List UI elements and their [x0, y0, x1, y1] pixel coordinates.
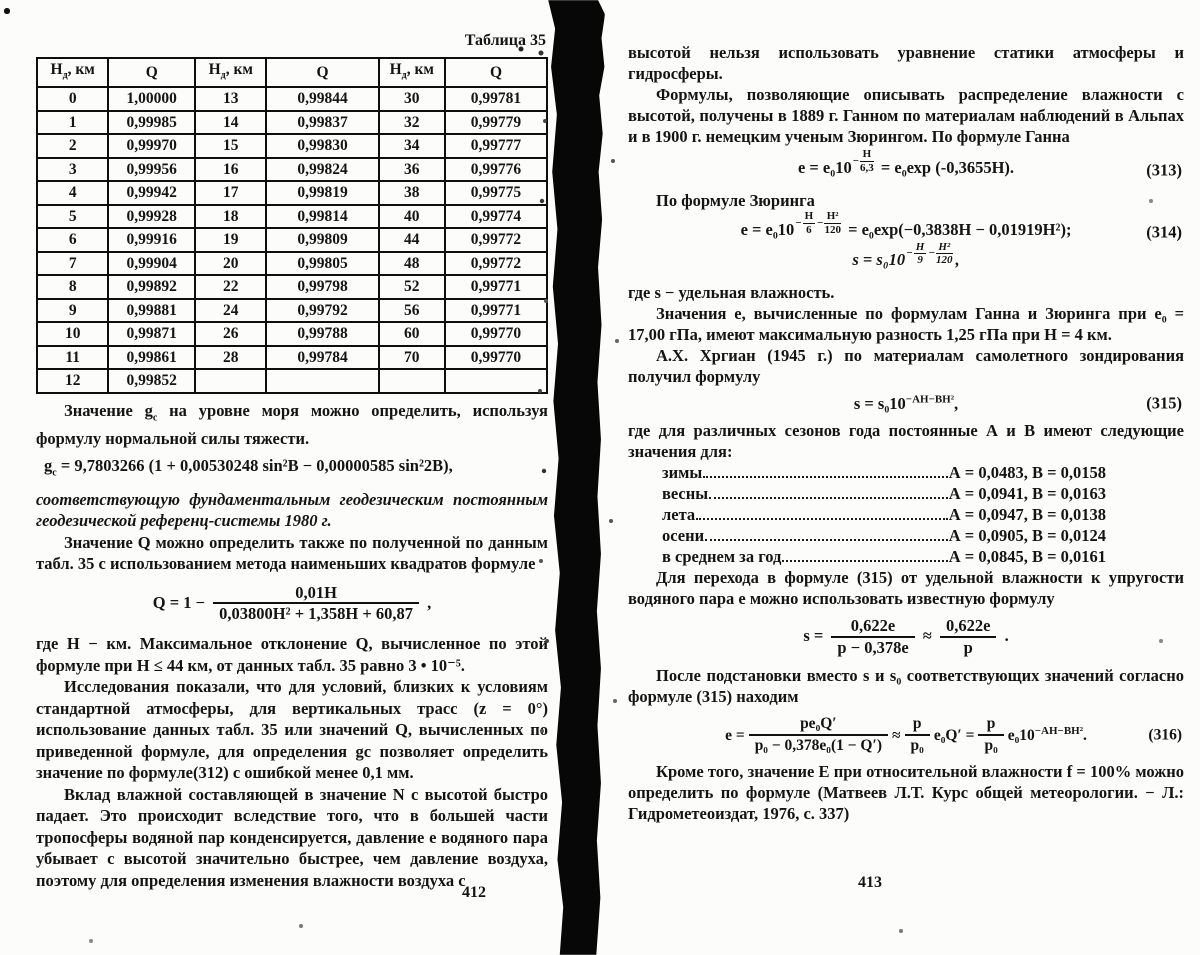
paragraph-q-deviation: где Н − км. Максимальное отклонение Q, вычисленное по этой формуле при Н ≤ 44 км, от данных табл. 35 равно 3 • 10⁻⁵.: [36, 634, 548, 675]
formula-314: е = е₀10 − Н 6 − Н² 120 = е₀ехр(−0,3838Н − 0,01919Н²); (314): [740, 210, 1182, 242]
table-row: [37, 252, 547, 276]
table-cell: 36: [379, 158, 445, 182]
right-page: [628, 42, 1184, 824]
table-cell: 0,99881: [108, 299, 195, 323]
q-table-body: [37, 87, 547, 393]
equation-number: (314): [1146, 222, 1182, 242]
table-cell: 22: [195, 275, 266, 299]
table-cell: 0,99772: [445, 252, 547, 276]
exponent-fraction: − Н 6 − Н² 120: [795, 210, 841, 236]
table-cell: 1,00000: [108, 87, 195, 111]
table-cell: 0,99775: [445, 181, 547, 205]
table-cell: 0,99970: [108, 134, 195, 158]
page-number-left: 412: [462, 884, 486, 901]
formula-314b: s = s₀10 − Н 9 − Н² 120 ,: [852, 240, 960, 270]
table-cell: 18: [195, 205, 266, 229]
col-header-q3: Q: [445, 58, 547, 88]
book-gutter-shadow: [547, 0, 605, 955]
table-cell: [379, 369, 445, 393]
table-cell: 26: [195, 322, 266, 346]
table-row: [37, 205, 547, 229]
table-cell: 0,99814: [266, 205, 378, 229]
fraction: $\frac{0,01Н}{\text{0,03800Н² + 1,358Н + 60,87}}$: [213, 583, 419, 625]
paragraph-wet-component: Вклад влажной составляющей в значение N с высотой быстро падает. Это происходит вследствие того, что в большей части тропосферы водяной пар конденсируется, давление е водяного пара убывает с высотой значительно быстрее, чем давление воздуха, поэтому для определения изменения влажности воздуха с: [36, 784, 548, 890]
table-cell: 0,99956: [108, 158, 195, 182]
dot-leader: [782, 560, 947, 562]
table-cell: 0,99861: [108, 346, 195, 370]
scan-noise-specks: [0, 0, 2, 2]
table-cell: 28: [195, 346, 266, 370]
table-cell: 0,99779: [445, 111, 547, 135]
fraction: $\frac{0,622е}{р - 0,378е}$: [831, 616, 914, 658]
table-cell: 0,99830: [266, 134, 378, 158]
paragraph-hann-suring: Формулы, позволяющие описывать распределение влажности с высотой, получены в 1889 г. Ганном по материалам наблюдений в Альпах и в 1900 г. немецким ученым Зюрингом. По формуле Ганна: [628, 85, 1184, 146]
paragraph-q-least-squares: Значение Q можно определить также по полученной по данным табл. 35 с использованием метода наименьших квадратов формуле: [36, 532, 548, 574]
season-row-annual: в среднем за год А = 0,0845, В = 0,0161: [662, 546, 1106, 566]
table-cell: 1: [37, 111, 108, 135]
table-cell: 8: [37, 275, 108, 299]
table-cell: 60: [379, 322, 445, 346]
table-cell: 48: [379, 252, 445, 276]
table-cell: 16: [195, 158, 266, 182]
table-cell: 52: [379, 275, 445, 299]
table-cell: 0,99788: [266, 322, 378, 346]
col-header-h3: $Н_д$, км: [379, 58, 445, 88]
exponent-fraction: − Н 9 − Н² 120: [906, 240, 953, 267]
paragraph-research: Исследования показали, что для условий, близких к условиям стандартной атмосферы, для вертикальных трасс (z = 0°) использование данных табл. 35 или значений Q, вычисленных по приведенной формуле, для определения gс позволяет определить значение по формуле(312) с ошибкой менее 0,1 мм.: [36, 677, 548, 783]
paragraph-specific-humidity: где s − удельная влажность.: [628, 282, 835, 302]
table-cell: 0,99904: [108, 252, 195, 276]
table-row: [37, 346, 547, 370]
paragraph-substitution: После подстановки вместо s и s₀ соответствующих значений согласно формуле (315) находим: [628, 666, 1184, 707]
table-row: [37, 134, 547, 158]
table-cell: 40: [379, 205, 445, 229]
fraction: $\frac{\text{ре₀Q′}}{\text{р₀ − 0,378е₀(1 − Q′)}}$: [749, 715, 888, 755]
dot-leader: [696, 518, 948, 520]
table-cell: 0,99770: [445, 346, 547, 370]
formula-gravity: $g_с = 9,7803266$ (1 + 0,00530248 sin²B − 0,00000585 sin²2B),: [44, 455, 453, 479]
table-cell: 24: [195, 299, 266, 323]
col-header-q2: Q: [266, 58, 378, 88]
paragraph-geodetic-system: соответствующую фундаментальным геодезическим постоянным геодезической референц-системы 1980 г.: [36, 489, 548, 531]
paragraph-khrgian: А.Х. Хргиан (1945 г.) по материалам самолетного зондирования получил формулу: [628, 345, 1184, 386]
table-cell: 0,99928: [108, 205, 195, 229]
table-cell: 38: [379, 181, 445, 205]
table-cell: 10: [37, 322, 108, 346]
fraction: $\frac{р}{\text{р₀}}$: [905, 715, 930, 755]
table-cell: 34: [379, 134, 445, 158]
table-cell: 0,99852: [108, 369, 195, 393]
table-cell: 3: [37, 158, 108, 182]
table-cell: [195, 369, 266, 393]
equation-number: (313): [1146, 160, 1182, 180]
paragraph-suring: По формуле Зюринга: [656, 190, 815, 210]
season-row-spring: весны А = 0,0941, В = 0,0163: [662, 483, 1106, 503]
table-cell: 0,99771: [445, 299, 547, 323]
season-row-winter: зимы А = 0,0483, В = 0,0158: [662, 462, 1106, 482]
fraction: $\frac{0,622е}{р}$: [940, 616, 996, 658]
table-cell: 0,99985: [108, 111, 195, 135]
table-cell: 7: [37, 252, 108, 276]
table-row: [37, 299, 547, 323]
table-cell: 0,99770: [445, 322, 547, 346]
table-cell: 17: [195, 181, 266, 205]
table-row: [37, 111, 547, 135]
paragraph-e-values: Значения е, вычисленные по формулам Ганна и Зюринга при е₀ = 17,00 гПа, имеют максимальную разность 1,25 гПа при Н = 4 км.: [628, 303, 1184, 344]
table-cell: 2: [37, 134, 108, 158]
table-cell: 44: [379, 228, 445, 252]
table-cell: 15: [195, 134, 266, 158]
paragraph-seasonal-constants: где для различных сезонов года постоянные А и В имеют следующие значения для:: [628, 420, 1184, 461]
table-cell: 0,99776: [445, 158, 547, 182]
table-cell: 4: [37, 181, 108, 205]
page-number-right: 413: [858, 874, 882, 891]
col-header-h2: $Н_д$, км: [195, 58, 266, 88]
table-row: [37, 369, 547, 393]
table-cell: 0,99781: [445, 87, 547, 111]
exponent-fraction: − Н 6,3: [852, 148, 874, 174]
table-cell: 0: [37, 87, 108, 111]
formula-s-conversion: s = $\frac{0,622е}{р - 0,378е}$ ≈ $\frac{0,622е}{р}$ .: [803, 615, 1009, 657]
table-caption: Таблица 35: [464, 32, 546, 49]
table-cell: 0,99792: [266, 299, 378, 323]
table-row: [37, 181, 547, 205]
formula-313: е = е₀10 − Н 6,3 = е₀ехр (-0,3655Н). (313): [797, 148, 1182, 180]
table-cell: [445, 369, 547, 393]
dot-leader: [709, 497, 948, 499]
dot-leader: [703, 476, 948, 478]
table-row: [37, 87, 547, 111]
table-cell: 30: [379, 87, 445, 111]
table-cell: 20: [195, 252, 266, 276]
table-cell: 0,99942: [108, 181, 195, 205]
left-page: [36, 30, 548, 891]
season-row-autumn: осени А = 0,0905, В = 0,0124: [662, 525, 1106, 545]
table-cell: 0,99871: [108, 322, 195, 346]
table-cell: 0,99774: [445, 205, 547, 229]
table-cell: 5: [37, 205, 108, 229]
paragraph-gravity: Значение $g_с$ на уровне моря можно определить, используя формулу нормальной силы тяжести.: [36, 400, 548, 449]
table-cell: 0,99892: [108, 275, 195, 299]
table-cell: 13: [195, 87, 266, 111]
formula-q: Q = 1 − $\frac{0,01Н}{\text{0,03800Н² + 1,358Н + 60,87}}$ ,: [152, 582, 432, 624]
table-cell: 0,99819: [266, 181, 378, 205]
table-cell: 0,99777: [445, 134, 547, 158]
seasons-list: [628, 462, 1184, 567]
table-row: [37, 275, 547, 299]
table-cell: 9: [37, 299, 108, 323]
table-cell: 32: [379, 111, 445, 135]
table-cell: 0,99772: [445, 228, 547, 252]
paragraph-statics: высотой нельзя использовать уравнение статики атмосферы и гидросферы.: [628, 43, 1184, 83]
equation-number: (315): [1146, 393, 1182, 413]
table-cell: [266, 369, 378, 393]
table-cell: 0,99798: [266, 275, 378, 299]
table-cell: 19: [195, 228, 266, 252]
table-row: [37, 158, 547, 182]
dot-leader: [705, 539, 948, 541]
table-cell: 6: [37, 228, 108, 252]
formula-316: е = $\frac{\text{ре₀Q′}}{\text{р₀ − 0,378е₀(1 − Q′)}}$ ≈ $\frac{р}{\text{р₀}}$ е₀Q′ = $\frac{р}{\text{р₀}}$ $е_010^{-АН-ВН^2}$. (316): [725, 715, 1182, 754]
table-cell: 0,99805: [266, 252, 378, 276]
paragraph-transition: Для перехода в формуле (315) от удельной влажности к упругости водяного пара е можно использовать известную формулу: [628, 567, 1184, 608]
table-cell: 12: [37, 369, 108, 393]
table-cell: 0,99784: [266, 346, 378, 370]
table-cell: 0,99771: [445, 275, 547, 299]
table-row: [37, 228, 547, 252]
season-row-summer: лета А = 0,0947, В = 0,0138: [662, 504, 1106, 524]
table-cell: 0,99824: [266, 158, 378, 182]
table-row: [37, 322, 547, 346]
q-table: [36, 57, 548, 394]
col-header-h1: $Н_д$, км: [37, 58, 108, 88]
col-header-q1: Q: [108, 58, 195, 88]
paragraph-matveev-reference: Кроме того, значение Е при относительной влажности f = 100% можно определить по формуле (Матвеев Л.Т. Курс общей метеорологии. − Л.: Гидрометеоиздат, 1976, с. 337): [628, 762, 1184, 824]
table-cell: 0,99809: [266, 228, 378, 252]
table-header-row: [37, 58, 547, 88]
table-cell: 0,99844: [266, 87, 378, 111]
table-cell: 14: [195, 111, 266, 135]
fraction: $\frac{р}{\text{р₀}}$: [978, 715, 1003, 755]
table-cell: 0,99837: [266, 111, 378, 135]
table-cell: 70: [379, 346, 445, 370]
formula-315: $s = s_010^{-АН-ВН^2}$, (315): [853, 393, 1182, 413]
table-cell: 56: [379, 299, 445, 323]
table-cell: 0,99916: [108, 228, 195, 252]
equation-number: (316): [1148, 726, 1182, 744]
table-cell: 11: [37, 346, 108, 370]
